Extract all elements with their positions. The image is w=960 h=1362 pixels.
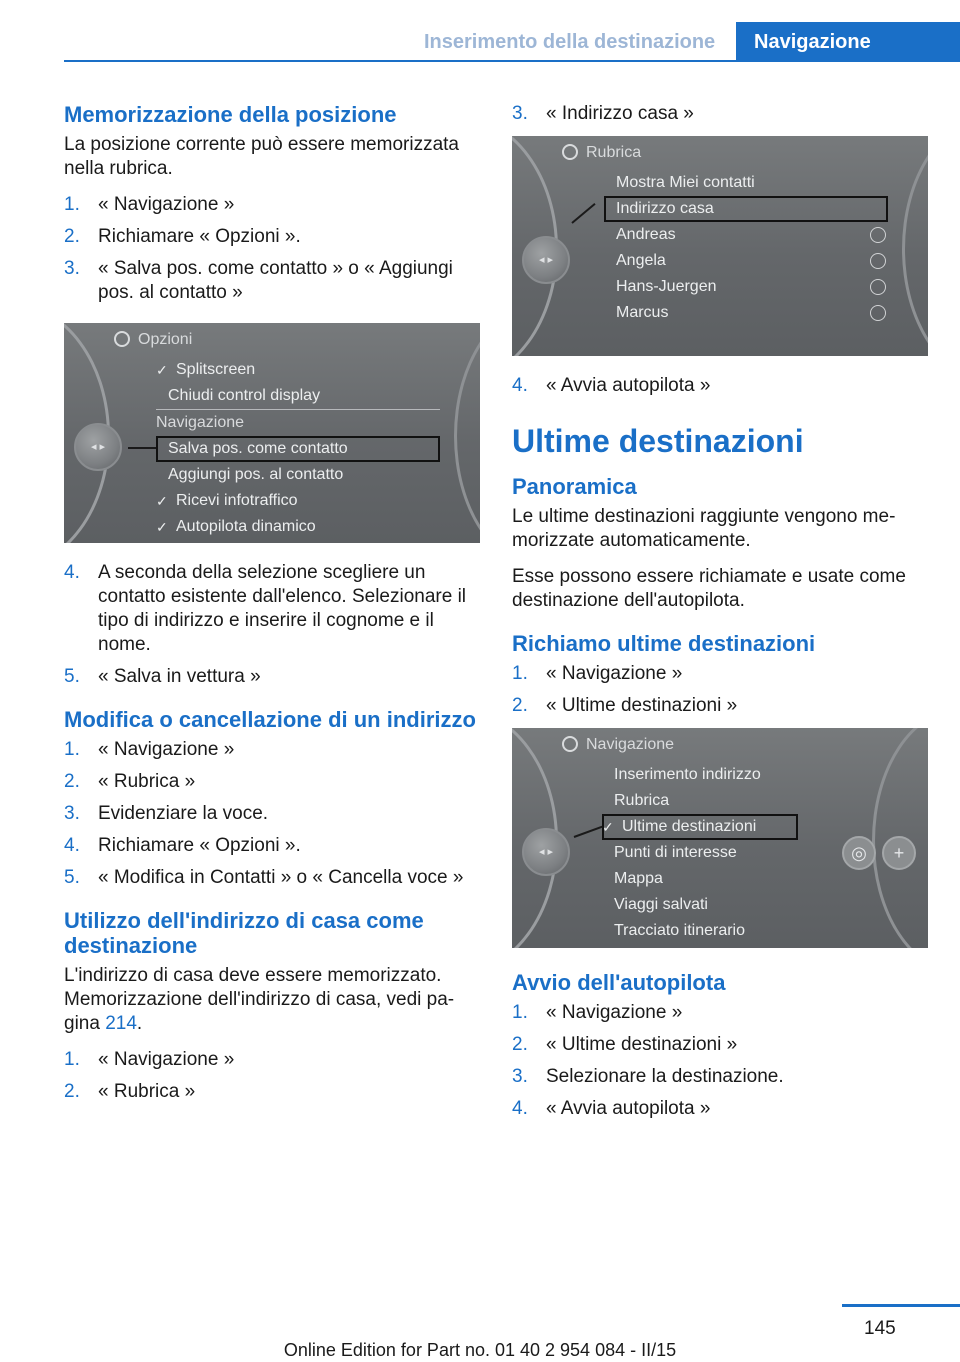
paragraph: Le ultime destinazioni raggiunte vengono me‐morizzate automaticamente. bbox=[512, 506, 896, 551]
map-button-icon: ◎ bbox=[842, 836, 876, 870]
step-list bbox=[512, 102, 928, 126]
controller-dial-icon bbox=[522, 236, 570, 284]
controller-dial-icon bbox=[74, 423, 122, 471]
menu-item: Rubrica bbox=[614, 792, 670, 809]
list-item: 1. « Navigazione » bbox=[64, 194, 235, 215]
rubrica-screenshot bbox=[512, 136, 928, 356]
section-title-indirizzo-casa: Utilizzo dell'indirizzo di casa come destinazione bbox=[64, 908, 424, 958]
navigate-arrow-icon bbox=[870, 279, 886, 295]
menu-item: ✓ Autopilota dinamico bbox=[156, 514, 440, 540]
right-column bbox=[512, 102, 928, 1139]
list-item: 2. « Ultime destinazioni » bbox=[512, 695, 738, 716]
menu-item: Punti di interesse bbox=[614, 844, 737, 861]
list-item: 3. « Indirizzo casa » bbox=[512, 103, 694, 124]
list-item: 3. « Salva pos. come contatto » o « Aggiungi pos. al contatto » bbox=[64, 258, 453, 303]
header-chapter-tab: Navigazione bbox=[736, 22, 960, 62]
menu-item: ✓ Ricevi infotraffico bbox=[156, 488, 440, 514]
menu-item: Hans-Juergen bbox=[604, 274, 888, 300]
step-list bbox=[64, 1048, 480, 1104]
menu-item: Inserimento indirizzo bbox=[614, 766, 761, 783]
list-item: 2. « Rubrica » bbox=[64, 771, 196, 792]
menu-item: Angela bbox=[604, 248, 888, 274]
menu-item: Andreas bbox=[604, 222, 888, 248]
menu-item-selected: Indirizzo casa bbox=[604, 196, 888, 222]
header-section-title: Inserimento della destinazione bbox=[424, 31, 716, 53]
list-item: 4. « Avvia autopilota » bbox=[512, 1098, 711, 1119]
section-title-panoramica: Panoramica bbox=[512, 474, 637, 499]
list-item: 3. Evidenziare la voce. bbox=[64, 803, 269, 824]
section-title-memorizzazione: Memorizzazione della posizione bbox=[64, 102, 397, 127]
screen-menu bbox=[156, 357, 440, 540]
step-list bbox=[64, 193, 480, 305]
rubrica-icon bbox=[562, 144, 578, 160]
list-item: 2. Richiamare « Opzioni ». bbox=[64, 226, 301, 247]
options-icon bbox=[114, 331, 130, 347]
menu-item-selected: Salva pos. come contatto bbox=[156, 436, 440, 462]
menu-item-selected: ✓ Ultime destinazioni bbox=[602, 814, 798, 840]
screen-title: Navigazione bbox=[562, 736, 674, 754]
page-link[interactable]: 214 bbox=[105, 1013, 137, 1034]
navigation-icon bbox=[562, 736, 578, 752]
step-list bbox=[512, 374, 928, 398]
list-item: 2. « Ultime destinazioni » bbox=[512, 1034, 738, 1055]
menu-item: Marcus bbox=[604, 300, 888, 326]
chapter-title: Ultime destinazioni bbox=[512, 423, 804, 459]
page-number-rule bbox=[842, 1304, 960, 1307]
menu-item: ✓ Splitscreen bbox=[156, 357, 440, 383]
paragraph: La posizione corrente può essere memorizzata nella rubrica. bbox=[64, 134, 459, 179]
controller-dial-icon bbox=[522, 828, 570, 876]
step-list bbox=[512, 662, 928, 718]
paragraph: Esse possono essere richiamate e usate come destinazione dell'autopilota. bbox=[512, 566, 906, 611]
page-number: 145 bbox=[864, 1318, 896, 1339]
list-item: 5. « Salva in vettura » bbox=[64, 666, 261, 687]
menu-item: Aggiungi pos. al contatto bbox=[168, 466, 344, 483]
list-item: 4. Richiamare « Opzioni ». bbox=[64, 835, 301, 856]
menu-item: Viaggi salvati bbox=[614, 896, 708, 913]
list-item: 1. « Navigazione » bbox=[64, 739, 235, 760]
list-item: 1. « Navigazione » bbox=[64, 1049, 235, 1070]
opzioni-screenshot bbox=[64, 323, 480, 543]
step-list bbox=[64, 561, 480, 689]
menu-item: Mappa bbox=[614, 870, 663, 887]
pointer-line bbox=[128, 447, 156, 449]
zoom-in-icon: + bbox=[882, 836, 916, 870]
list-item: 1. « Navigazione » bbox=[512, 1002, 683, 1023]
section-title-richiamo: Richiamo ultime destinazioni bbox=[512, 631, 816, 656]
menu-item: Chiudi control display bbox=[168, 387, 321, 404]
list-item: 4. « Avvia autopilota » bbox=[512, 375, 711, 396]
list-item: 3. Selezionare la destinazione. bbox=[512, 1066, 784, 1087]
list-item: 5. « Modifica in Contatti » o « Cancella voce » bbox=[64, 867, 464, 888]
navigate-arrow-icon bbox=[870, 253, 886, 269]
navigate-arrow-icon bbox=[870, 305, 886, 321]
navigazione-screenshot bbox=[512, 728, 928, 948]
header-rule bbox=[64, 60, 960, 62]
footer-edition: Online Edition for Part no. 01 40 2 954 084 - II/15 bbox=[283, 1340, 677, 1360]
menu-item: Mostra Miei contatti bbox=[616, 174, 755, 191]
list-item: 4. A seconda della selezione scegliere un contatto esistente dall'elenco. Selezionare il tipo di indirizzo e inserire il cognome e il nome. bbox=[64, 562, 467, 655]
step-list bbox=[64, 738, 480, 890]
screen-title: Opzioni bbox=[114, 331, 192, 349]
menu-item: Tracciato itinerario bbox=[614, 922, 746, 939]
navigate-arrow-icon bbox=[870, 227, 886, 243]
list-item: 1. « Navigazione » bbox=[512, 663, 683, 684]
screen-menu bbox=[602, 762, 798, 944]
step-list bbox=[512, 1001, 928, 1121]
section-title-avvio: Avvio dell'autopilota bbox=[512, 970, 726, 995]
paragraph: L'indirizzo di casa deve essere memorizzato. Memorizzazione dell'indirizzo di casa, vedi pa‐gina 214. bbox=[64, 965, 455, 1034]
section-title-modifica: Modifica o cancellazione di un indirizzo bbox=[64, 707, 476, 732]
list-item: 2. « Rubrica » bbox=[64, 1081, 196, 1102]
screen-title: Rubrica bbox=[562, 144, 641, 162]
menu-section-header: Navigazione bbox=[156, 409, 440, 436]
left-column bbox=[64, 102, 480, 1122]
screen-menu bbox=[604, 170, 888, 326]
